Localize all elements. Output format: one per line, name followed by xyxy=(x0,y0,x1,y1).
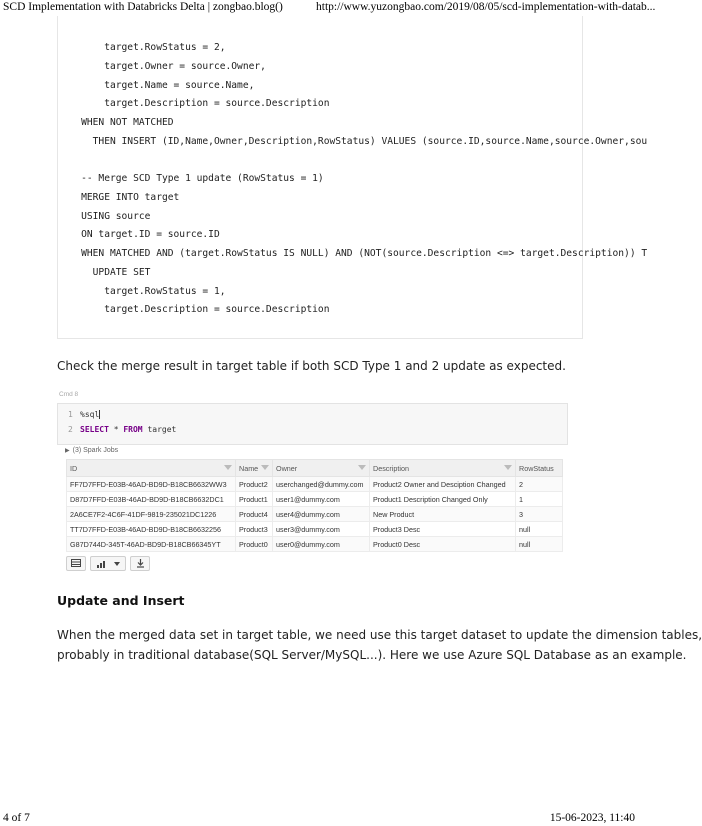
column-header-label: Description xyxy=(373,463,409,473)
editor-line-1 xyxy=(68,410,100,419)
table-cell: 1 xyxy=(516,492,563,507)
sql-keyword: FROM xyxy=(123,425,143,434)
download-icon xyxy=(136,559,145,568)
sql-token: target xyxy=(142,425,177,434)
code-block xyxy=(57,16,648,339)
spark-jobs-label: (3) Spark Jobs xyxy=(72,447,119,454)
code-line: target.Description = source.Description xyxy=(58,98,330,109)
code-line: WHEN NOT MATCHED xyxy=(58,117,174,128)
page-number: 4 of 7 xyxy=(3,812,30,824)
table-cell: TT7D7FFD-E03B-46AD-BD9D-B18CB6632256 xyxy=(67,522,236,537)
print-footer xyxy=(0,810,638,826)
table-cell: 2A6CE7F2-4C6F-41DF-9819-235021DC1226 xyxy=(67,507,236,522)
code-line: WHEN MATCHED AND (target.RowStatus IS NULL) AND (NOT(source.Description <=> target.Description)) T xyxy=(58,248,648,259)
table-cell: Product4 xyxy=(236,507,273,522)
body-paragraph-line-2: probably in traditional database(SQL Server/MySQL...). Here we use Azure SQL Database as an example. xyxy=(57,648,687,662)
print-datetime: 15-06-2023, 11:40 xyxy=(549,812,635,824)
code-line: target.RowStatus = 2, xyxy=(58,42,226,53)
code-line: target.Owner = source.Owner, xyxy=(58,61,266,72)
table-cell: D87D7FFD-E03B-46AD-BD9D-B18CB6632DC1 xyxy=(67,492,236,507)
text-cursor xyxy=(99,410,100,419)
column-header-label: ID xyxy=(70,463,78,473)
print-header-title: SCD Implementation with Databricks Delta | zongbao.blog() xyxy=(3,1,283,13)
table-cell: Product0 Desc xyxy=(370,537,516,552)
table-icon xyxy=(71,559,81,567)
section-heading: Update and Insert xyxy=(57,593,185,608)
print-header-url: http://www.yuzongbao.com/2019/08/05/scd-implementation-with-datab... xyxy=(316,1,656,13)
column-header-owner[interactable] xyxy=(273,460,370,477)
notebook-cell xyxy=(57,388,568,573)
table-cell: Product1 Description Changed Only xyxy=(370,492,516,507)
table-cell: Product3 xyxy=(236,522,273,537)
code-line: THEN INSERT (ID,Name,Owner,Description,RowStatus) VALUES (source.ID,source.Name,source.Owner,sou xyxy=(58,136,648,147)
column-header-rowstatus[interactable] xyxy=(516,460,563,477)
column-header-label: Owner xyxy=(276,463,298,473)
code-line: MERGE INTO target xyxy=(58,192,180,203)
code-line: target.Name = source.Name, xyxy=(58,80,255,91)
sort-icon[interactable] xyxy=(224,465,232,470)
line-number: 1 xyxy=(68,410,73,419)
table-cell: null xyxy=(516,537,563,552)
table-header-row xyxy=(67,460,563,477)
editor-line-2 xyxy=(68,425,176,434)
table-cell: Product0 xyxy=(236,537,273,552)
table-cell: userchanged@dummy.com xyxy=(273,477,370,492)
cell-label: Cmd 8 xyxy=(59,391,79,398)
sql-token: * xyxy=(108,425,124,434)
result-intro-paragraph: Check the merge result in target table if both SCD Type 1 and 2 update as expected. xyxy=(57,359,566,373)
sort-icon[interactable] xyxy=(261,465,269,470)
code-line: -- Merge SCD Type 1 update (RowStatus = 1) xyxy=(58,173,324,184)
code-line: ON target.ID = source.ID xyxy=(58,229,220,240)
spark-jobs-toggle[interactable] xyxy=(65,447,118,454)
column-header-description[interactable] xyxy=(370,460,516,477)
sort-icon[interactable] xyxy=(358,465,366,470)
table-row xyxy=(67,507,563,522)
table-cell: Product3 Desc xyxy=(370,522,516,537)
print-header xyxy=(0,0,656,16)
table-cell: Product2 xyxy=(236,477,273,492)
table-view-button[interactable] xyxy=(66,556,86,571)
table-cell: 3 xyxy=(516,507,563,522)
table-cell: user4@dummy.com xyxy=(273,507,370,522)
table-row xyxy=(67,522,563,537)
code-line: USING source xyxy=(58,211,151,222)
table-cell: user3@dummy.com xyxy=(273,522,370,537)
chevron-right-icon: ▶ xyxy=(65,448,70,454)
dropdown-caret-icon xyxy=(114,562,120,566)
sql-keyword: SELECT xyxy=(80,425,109,434)
table-cell: FF7D7FFD-E03B-46AD-BD9D-B18CB6632WW3 xyxy=(67,477,236,492)
table-row xyxy=(67,477,563,492)
column-header-label: Name xyxy=(239,463,259,473)
table-cell: Product1 xyxy=(236,492,273,507)
table-cell: New Product xyxy=(370,507,516,522)
sort-icon[interactable] xyxy=(504,465,512,470)
results-table xyxy=(66,459,563,552)
download-button[interactable] xyxy=(130,556,150,571)
code-line: target.RowStatus = 1, xyxy=(58,286,226,297)
column-header-label: RowStatus xyxy=(519,463,554,473)
table-cell: G87D744D-345T-46AD-BD9D-B18CB66345YT xyxy=(67,537,236,552)
table-cell: 2 xyxy=(516,477,563,492)
table-cell: user1@dummy.com xyxy=(273,492,370,507)
sql-editor[interactable] xyxy=(57,403,568,445)
magic-command: %sql xyxy=(80,410,100,419)
code-line: target.Description = source.Description xyxy=(58,304,330,315)
table-row xyxy=(67,537,563,552)
code-line: UPDATE SET xyxy=(58,267,151,278)
table-row xyxy=(67,492,563,507)
column-header-id[interactable] xyxy=(67,460,236,477)
column-header-name[interactable] xyxy=(236,460,273,477)
chart-type-button[interactable] xyxy=(90,556,126,571)
line-number: 2 xyxy=(68,425,73,434)
table-cell: user0@dummy.com xyxy=(273,537,370,552)
body-paragraph-line-1: When the merged data set in target table, we need use this target dataset to update the dimension tables, xyxy=(57,628,702,642)
table-cell: Product2 Owner and Desciption Changed xyxy=(370,477,516,492)
bar-chart-icon xyxy=(96,560,106,568)
table-cell: null xyxy=(516,522,563,537)
